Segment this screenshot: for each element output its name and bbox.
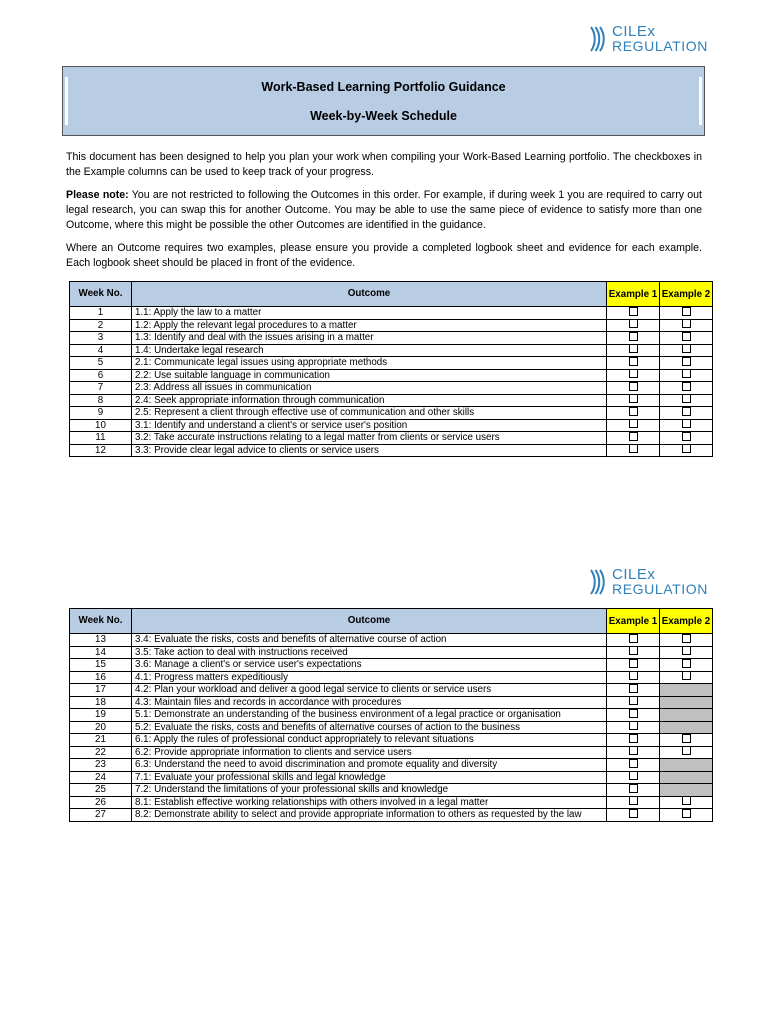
table-row bbox=[70, 759, 713, 772]
example1-checkbox[interactable] bbox=[629, 357, 638, 366]
outcome-text: 1.1: Apply the law to a matter bbox=[132, 307, 607, 320]
outcome-text: 1.2: Apply the relevant legal procedures to a matter bbox=[132, 319, 607, 332]
example1-cell bbox=[607, 734, 660, 747]
week-number: 3 bbox=[70, 332, 132, 345]
example1-checkbox[interactable] bbox=[629, 369, 638, 378]
week-number: 20 bbox=[70, 721, 132, 734]
example2-checkbox[interactable] bbox=[682, 319, 691, 328]
example1-checkbox[interactable] bbox=[629, 394, 638, 403]
example2-checkbox[interactable] bbox=[682, 307, 691, 316]
example2-checkbox[interactable] bbox=[682, 432, 691, 441]
outcome-text: 3.1: Identify and understand a client's or service user's position bbox=[132, 419, 607, 432]
note-label: Please note: bbox=[66, 189, 129, 201]
outcome-column-header: Outcome bbox=[132, 282, 607, 307]
outcome-text: 8.2: Demonstrate ability to select and provide appropriate information to others as requested by the law bbox=[132, 809, 607, 822]
week-number: 23 bbox=[70, 759, 132, 772]
example1-cell bbox=[607, 432, 660, 445]
week-number: 19 bbox=[70, 709, 132, 722]
example1-cell bbox=[607, 319, 660, 332]
cilex-wave-icon bbox=[588, 24, 608, 54]
table-row bbox=[70, 771, 713, 784]
table-row bbox=[70, 809, 713, 822]
table-row bbox=[70, 784, 713, 797]
week-number: 16 bbox=[70, 671, 132, 684]
example2-checkbox[interactable] bbox=[682, 394, 691, 403]
outcome-text: 7.2: Understand the limitations of your professional skills and knowledge bbox=[132, 784, 607, 797]
example1-cell bbox=[607, 796, 660, 809]
example1-checkbox[interactable] bbox=[629, 332, 638, 341]
logo-line1: CILEx bbox=[612, 566, 656, 583]
example2-column-header: Example 2 bbox=[660, 282, 713, 307]
table-row bbox=[70, 444, 713, 457]
week-column-header: Week No. bbox=[70, 609, 132, 634]
table-row bbox=[70, 671, 713, 684]
example1-checkbox[interactable] bbox=[629, 382, 638, 391]
example1-checkbox[interactable] bbox=[629, 809, 638, 818]
example1-cell bbox=[607, 307, 660, 320]
outcome-text: 3.5: Take action to deal with instructions received bbox=[132, 646, 607, 659]
example2-checkbox[interactable] bbox=[682, 344, 691, 353]
example1-checkbox[interactable] bbox=[629, 746, 638, 755]
table-row bbox=[70, 432, 713, 445]
week-number: 2 bbox=[70, 319, 132, 332]
week-number: 21 bbox=[70, 734, 132, 747]
example2-checkbox[interactable] bbox=[682, 407, 691, 416]
example1-checkbox[interactable] bbox=[629, 444, 638, 453]
outcome-text: 1.3: Identify and deal with the issues arising in a matter bbox=[132, 332, 607, 345]
outcome-text: 3.2: Take accurate instructions relating to a legal matter from clients or service users bbox=[132, 432, 607, 445]
table-row bbox=[70, 746, 713, 759]
example2-cell bbox=[660, 734, 713, 747]
example2-cell bbox=[660, 369, 713, 382]
example2-checkbox[interactable] bbox=[682, 419, 691, 428]
example1-checkbox[interactable] bbox=[629, 709, 638, 718]
week-number: 10 bbox=[70, 419, 132, 432]
example1-checkbox[interactable] bbox=[629, 634, 638, 643]
logo-line1: CILEx bbox=[612, 23, 656, 40]
example1-cell bbox=[607, 646, 660, 659]
example2-cell bbox=[660, 307, 713, 320]
example2-checkbox[interactable] bbox=[682, 332, 691, 341]
title-box bbox=[62, 66, 705, 136]
outcome-column-header: Outcome bbox=[132, 609, 607, 634]
example1-checkbox[interactable] bbox=[629, 307, 638, 316]
example1-cell bbox=[607, 659, 660, 672]
example2-cell bbox=[660, 646, 713, 659]
week-number: 11 bbox=[70, 432, 132, 445]
example2-cell bbox=[660, 796, 713, 809]
table-row bbox=[70, 344, 713, 357]
table-row bbox=[70, 382, 713, 395]
example1-cell bbox=[607, 696, 660, 709]
outcome-text: 5.2: Evaluate the risks, costs and benefits of alternative courses of action to the business bbox=[132, 721, 607, 734]
week-number: 17 bbox=[70, 684, 132, 697]
example2-cell bbox=[660, 332, 713, 345]
table-row bbox=[70, 369, 713, 382]
intro-paragraph: This document has been designed to help you plan your work when compiling your Work-Based Learning portfolio. The checkboxes in the Example columns can be used to keep track of your progress. bbox=[66, 151, 702, 178]
week-number: 24 bbox=[70, 771, 132, 784]
example1-checkbox[interactable] bbox=[629, 696, 638, 705]
example1-column-header: Example 1 bbox=[607, 282, 660, 307]
example2-checkbox[interactable] bbox=[682, 796, 691, 805]
example1-cell bbox=[607, 709, 660, 722]
example1-checkbox[interactable] bbox=[629, 784, 638, 793]
example2-cell bbox=[660, 671, 713, 684]
example1-cell bbox=[607, 419, 660, 432]
example2-not-required-cell bbox=[660, 696, 713, 709]
outcome-text: 4.1: Progress matters expeditiously bbox=[132, 671, 607, 684]
example2-cell bbox=[660, 809, 713, 822]
example2-checkbox[interactable] bbox=[682, 646, 691, 655]
example1-column-header: Example 1 bbox=[607, 609, 660, 634]
example2-cell bbox=[660, 659, 713, 672]
example2-cell bbox=[660, 357, 713, 370]
example2-checkbox[interactable] bbox=[682, 734, 691, 743]
example1-cell bbox=[607, 684, 660, 697]
example1-checkbox[interactable] bbox=[629, 734, 638, 743]
schedule-table-weeks-1-12 bbox=[69, 281, 713, 457]
example2-cell bbox=[660, 432, 713, 445]
week-number: 6 bbox=[70, 369, 132, 382]
example2-checkbox[interactable] bbox=[682, 382, 691, 391]
outcome-text: 6.3: Understand the need to avoid discrimination and promote equality and diversity bbox=[132, 759, 607, 772]
example1-checkbox[interactable] bbox=[629, 671, 638, 680]
cilex-regulation-logo bbox=[588, 567, 708, 597]
table-row bbox=[70, 634, 713, 647]
example1-cell bbox=[607, 809, 660, 822]
example2-not-required-cell bbox=[660, 784, 713, 797]
example1-checkbox[interactable] bbox=[629, 796, 638, 805]
outcome-text: 3.3: Provide clear legal advice to clients or service users bbox=[132, 444, 607, 457]
example2-checkbox[interactable] bbox=[682, 671, 691, 680]
example2-not-required-cell bbox=[660, 771, 713, 784]
example2-cell bbox=[660, 382, 713, 395]
table-row bbox=[70, 796, 713, 809]
outcome-text: 5.1: Demonstrate an understanding of the business environment of a legal practice or organisation bbox=[132, 709, 607, 722]
table-header-row bbox=[70, 609, 713, 634]
note-paragraph bbox=[66, 188, 702, 233]
outcome-text: 8.1: Establish effective working relationships with others involved in a legal matter bbox=[132, 796, 607, 809]
week-number: 14 bbox=[70, 646, 132, 659]
week-number: 9 bbox=[70, 407, 132, 420]
example2-not-required-cell bbox=[660, 759, 713, 772]
logbook-paragraph: Where an Outcome requires two examples, please ensure you provide a completed logbook sheet and evidence for each example. Each logbook sheet should be placed in front of the evidence. bbox=[66, 242, 702, 269]
example1-checkbox[interactable] bbox=[629, 419, 638, 428]
week-number: 8 bbox=[70, 394, 132, 407]
example1-checkbox[interactable] bbox=[629, 684, 638, 693]
document-subtitle: Week-by-Week Schedule bbox=[310, 109, 457, 123]
example2-not-required-cell bbox=[660, 709, 713, 722]
example2-cell bbox=[660, 746, 713, 759]
outcome-text: 7.1: Evaluate your professional skills and legal knowledge bbox=[132, 771, 607, 784]
logo-line2: REGULATION bbox=[612, 581, 708, 597]
outcome-text: 3.6: Manage a client's or service user's expectations bbox=[132, 659, 607, 672]
example2-cell bbox=[660, 319, 713, 332]
week-number: 25 bbox=[70, 784, 132, 797]
schedule-table-weeks-13-27 bbox=[69, 608, 713, 822]
example1-cell bbox=[607, 671, 660, 684]
outcome-text: 2.1: Communicate legal issues using appropriate methods bbox=[132, 357, 607, 370]
example2-cell bbox=[660, 444, 713, 457]
example2-column-header: Example 2 bbox=[660, 609, 713, 634]
example1-checkbox[interactable] bbox=[629, 344, 638, 353]
example1-cell bbox=[607, 721, 660, 734]
example2-cell bbox=[660, 394, 713, 407]
outcome-text: 2.2: Use suitable language in communication bbox=[132, 369, 607, 382]
table-row bbox=[70, 307, 713, 320]
week-number: 15 bbox=[70, 659, 132, 672]
table-row bbox=[70, 721, 713, 734]
example1-cell bbox=[607, 634, 660, 647]
outcome-text: 2.3: Address all issues in communication bbox=[132, 382, 607, 395]
example1-checkbox[interactable] bbox=[629, 721, 638, 730]
table-row bbox=[70, 332, 713, 345]
example2-checkbox[interactable] bbox=[682, 746, 691, 755]
week-number: 1 bbox=[70, 307, 132, 320]
example1-cell bbox=[607, 771, 660, 784]
example1-cell bbox=[607, 332, 660, 345]
outcome-text: 2.5: Represent a client through effective use of communication and other skills bbox=[132, 407, 607, 420]
table-row bbox=[70, 659, 713, 672]
table-row bbox=[70, 419, 713, 432]
week-number: 26 bbox=[70, 796, 132, 809]
outcome-text: 4.2: Plan your workload and deliver a good legal service to clients or service users bbox=[132, 684, 607, 697]
example2-checkbox[interactable] bbox=[682, 444, 691, 453]
outcome-text: 1.4: Undertake legal research bbox=[132, 344, 607, 357]
table-row bbox=[70, 407, 713, 420]
table-header-row bbox=[70, 282, 713, 307]
table-row bbox=[70, 646, 713, 659]
table-row bbox=[70, 684, 713, 697]
week-number: 12 bbox=[70, 444, 132, 457]
logo-line2: REGULATION bbox=[612, 38, 708, 54]
example2-cell bbox=[660, 634, 713, 647]
example2-cell bbox=[660, 344, 713, 357]
week-number: 27 bbox=[70, 809, 132, 822]
example1-checkbox[interactable] bbox=[629, 407, 638, 416]
table-row bbox=[70, 709, 713, 722]
example2-cell bbox=[660, 407, 713, 420]
outcome-text: 2.4: Seek appropriate information through communication bbox=[132, 394, 607, 407]
outcome-text: 3.4: Evaluate the risks, costs and benefits of alternative course of action bbox=[132, 634, 607, 647]
example1-checkbox[interactable] bbox=[629, 319, 638, 328]
table-row bbox=[70, 696, 713, 709]
example1-cell bbox=[607, 759, 660, 772]
table-row bbox=[70, 319, 713, 332]
outcome-text: 4.3: Maintain files and records in accordance with procedures bbox=[132, 696, 607, 709]
note-text: You are not restricted to following the Outcomes in this order. For example, if during week 1 you are required to carry out legal research, you can swap this for another Outcome. You may be able to use the same piece of evidence to satisfy more than one Outcome, where this might be possible the other Outcomes are identified in the guidance. bbox=[66, 189, 702, 231]
example1-checkbox[interactable] bbox=[629, 659, 638, 668]
table-row bbox=[70, 734, 713, 747]
example1-cell bbox=[607, 357, 660, 370]
week-column-header: Week No. bbox=[70, 282, 132, 307]
example1-checkbox[interactable] bbox=[629, 646, 638, 655]
example1-checkbox[interactable] bbox=[629, 759, 638, 768]
example2-checkbox[interactable] bbox=[682, 357, 691, 366]
cilex-wave-icon bbox=[588, 567, 608, 597]
outcome-text: 6.1: Apply the rules of professional conduct appropriately to relevant situations bbox=[132, 734, 607, 747]
week-number: 7 bbox=[70, 382, 132, 395]
example2-checkbox[interactable] bbox=[682, 659, 691, 668]
week-number: 22 bbox=[70, 746, 132, 759]
example2-checkbox[interactable] bbox=[682, 369, 691, 378]
week-number: 4 bbox=[70, 344, 132, 357]
week-number: 5 bbox=[70, 357, 132, 370]
week-number: 13 bbox=[70, 634, 132, 647]
outcome-text: 6.2: Provide appropriate information to clients and service users bbox=[132, 746, 607, 759]
example1-cell bbox=[607, 746, 660, 759]
table-row bbox=[70, 357, 713, 370]
example1-checkbox[interactable] bbox=[629, 771, 638, 780]
example2-checkbox[interactable] bbox=[682, 809, 691, 818]
example1-cell bbox=[607, 369, 660, 382]
example1-cell bbox=[607, 394, 660, 407]
example1-cell bbox=[607, 784, 660, 797]
example1-cell bbox=[607, 382, 660, 395]
cilex-regulation-logo bbox=[588, 24, 708, 54]
week-number: 18 bbox=[70, 696, 132, 709]
example1-cell bbox=[607, 344, 660, 357]
example1-checkbox[interactable] bbox=[629, 432, 638, 441]
document-title: Work-Based Learning Portfolio Guidance bbox=[261, 80, 506, 94]
example2-not-required-cell bbox=[660, 684, 713, 697]
example2-not-required-cell bbox=[660, 721, 713, 734]
example2-checkbox[interactable] bbox=[682, 634, 691, 643]
table-row bbox=[70, 394, 713, 407]
example2-cell bbox=[660, 419, 713, 432]
example1-cell bbox=[607, 444, 660, 457]
example1-cell bbox=[607, 407, 660, 420]
